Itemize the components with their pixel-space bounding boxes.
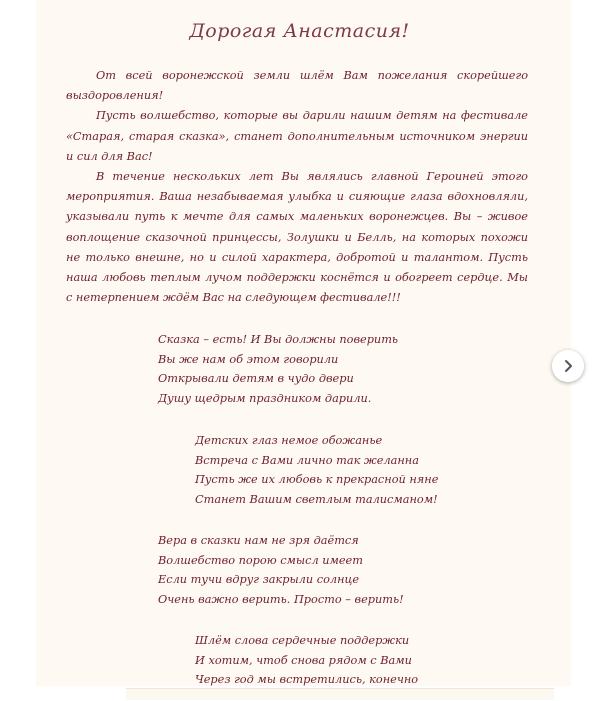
poem-line: Душу щедрым праздником дарили. xyxy=(158,391,372,405)
poem-stanza xyxy=(195,431,438,509)
letter-body xyxy=(66,66,528,308)
poem-line: Вера в сказки нам не зря даётся xyxy=(158,534,359,547)
poem-line: Через год мы встретились, конечно xyxy=(195,673,419,686)
poem-line: Если тучи вдруг закрыли солнце xyxy=(158,573,360,586)
poem-line: Сказка – есть! И Вы должны поверить xyxy=(158,333,399,346)
poem-stanza xyxy=(158,330,398,408)
chevron-right-icon xyxy=(561,359,575,373)
next-page-edge xyxy=(126,688,554,700)
poem-line: Очень важно верить. Просто – верить! xyxy=(158,592,404,606)
poem-line: Встреча с Вами лично так желанна xyxy=(195,453,419,467)
poem-line: Пусть же их любовь к прекрасной няне xyxy=(195,473,439,486)
poem-line: Открывали детям в чудо двери xyxy=(158,372,354,385)
letter-paragraph: В течение нескольких лет Вы являлись главной Героиней этого мероприятия. Ваша незабываемая улыбка и сияющие глаза вдохновляли, указывали путь к мечте для самых маленьких воронежцев. Вы – живое воплощение сказочной принцессы, Золушки и Белль, на которых похожи не только внешне, но и силой характера, добротой и талантом. Пусть наша любовь теплым лучом поддержки коснётся и обогреет сердце. Мы с нетерпением ждём Вас на следующем фестивале!!! xyxy=(66,170,528,305)
poem-line: И хотим, чтоб снова рядом с Вами xyxy=(195,653,412,667)
letter-title: Дорогая Анастасия! xyxy=(189,20,410,42)
letter-paragraph: От всей воронежской земли шлём Вам пожелания скорейшего выздоровления! xyxy=(66,69,528,103)
poem-line: Вы же нам об этом говорили xyxy=(158,352,339,366)
poem-line: Станет Вашим светлым талисманом! xyxy=(195,492,438,506)
poem-line: Волшебство порою смысл имеет xyxy=(158,553,363,567)
poem-stanza xyxy=(195,631,418,690)
poem-line: Шлём слова сердечные поддержки xyxy=(195,634,410,647)
letter-paragraph: Пусть волшебство, которые вы дарили нашим детям на фестивале «Старая, старая сказка», станет дополнительным источником энергии и сил для Вас! xyxy=(66,109,528,163)
poem-stanza xyxy=(158,531,404,609)
next-slide-button[interactable] xyxy=(552,350,584,382)
poem-line: Детских глаз немое обожанье xyxy=(195,434,383,447)
